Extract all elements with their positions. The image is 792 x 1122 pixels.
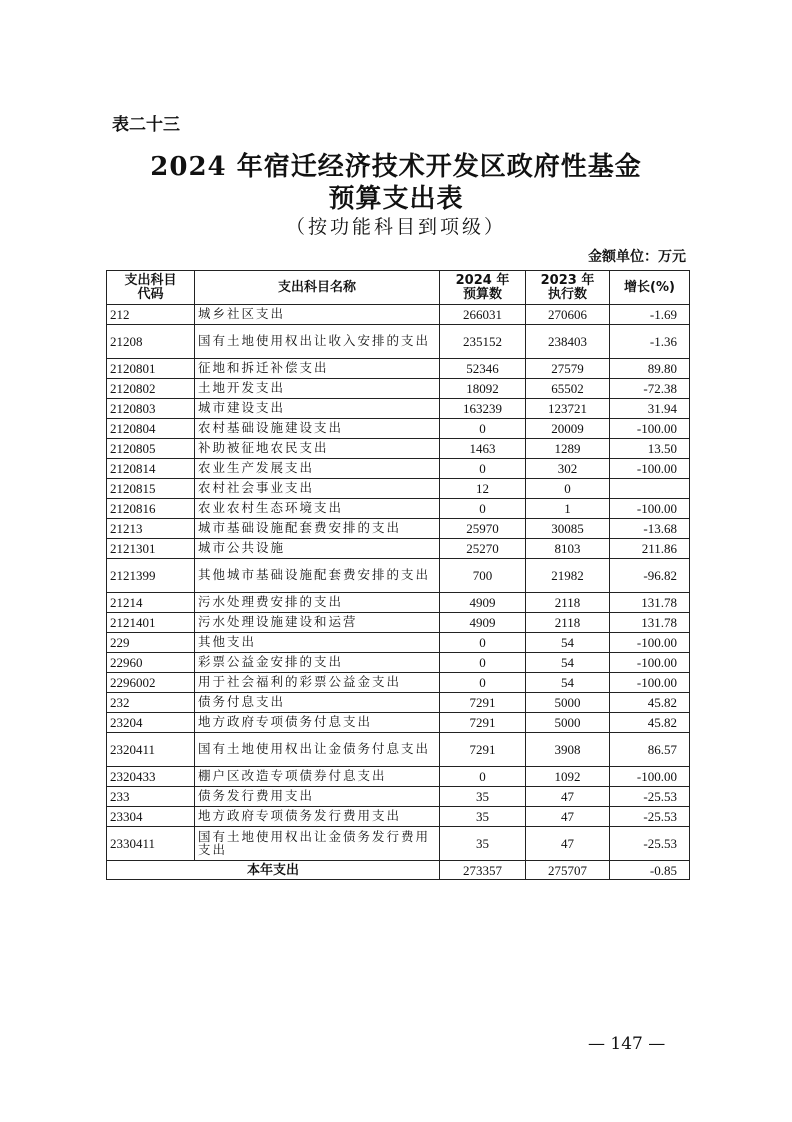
row-growth: -96.82 [610,559,690,593]
row-budget-2024: 266031 [440,305,526,325]
row-name: 国有土地使用权出让金债务付息支出 [195,733,440,767]
row-growth: 86.57 [610,733,690,767]
row-code: 23204 [107,713,195,733]
row-growth: 45.82 [610,713,690,733]
row-budget-2024: 4909 [440,613,526,633]
row-budget-2024: 163239 [440,399,526,419]
row-name: 棚户区改造专项债券付息支出 [195,767,440,787]
table-row [107,593,690,613]
row-actual-2023: 270606 [526,305,610,325]
table-row [107,479,690,499]
unit-label: 金额单位：万元 [588,249,686,265]
table-label: 表二十三 [112,115,180,135]
row-actual-2023: 1289 [526,439,610,459]
row-code: 22960 [107,653,195,673]
row-budget-2024: 0 [440,419,526,439]
row-name: 用于社会福利的彩票公益金支出 [195,673,440,693]
column-header-budget [440,271,526,305]
row-code: 2121401 [107,613,195,633]
row-budget-2024: 25970 [440,519,526,539]
row-budget-2024: 0 [440,633,526,653]
table-row [107,693,690,713]
table-row [107,359,690,379]
page-number: — 147 — [588,1034,666,1054]
table-row [107,787,690,807]
row-name: 农业农村生态环境支出 [195,499,440,519]
row-name: 债务发行费用支出 [195,787,440,807]
table-row [107,613,690,633]
table-row [107,807,690,827]
row-budget-2024: 25270 [440,539,526,559]
row-code: 229 [107,633,195,653]
row-actual-2023: 3908 [526,733,610,767]
row-code: 21214 [107,593,195,613]
row-growth: -100.00 [610,653,690,673]
row-growth: -100.00 [610,633,690,653]
row-code: 212 [107,305,195,325]
column-header-name: 支出科目名称 [195,271,440,305]
row-growth: -13.68 [610,519,690,539]
row-name: 城市建设支出 [195,399,440,419]
row-code: 2320433 [107,767,195,787]
row-code: 2330411 [107,827,195,861]
table-row [107,767,690,787]
row-actual-2023: 20009 [526,419,610,439]
row-budget-2024: 7291 [440,713,526,733]
row-name: 农业生产发展支出 [195,459,440,479]
row-growth: -100.00 [610,419,690,439]
row-growth: 131.78 [610,593,690,613]
row-growth: -1.36 [610,325,690,359]
row-actual-2023: 1 [526,499,610,519]
column-header-budget-line1: 2024 年 [455,272,510,288]
row-actual-2023: 47 [526,807,610,827]
row-budget-2024: 1463 [440,439,526,459]
row-actual-2023: 65502 [526,379,610,399]
row-code: 2120815 [107,479,195,499]
row-name: 其他城市基础设施配套费安排的支出 [195,559,440,593]
row-actual-2023: 47 [526,827,610,861]
row-actual-2023: 8103 [526,539,610,559]
row-actual-2023: 54 [526,633,610,653]
row-growth: 211.86 [610,539,690,559]
column-header-code-line1: 支出科目 [124,272,177,288]
total-row [107,861,690,880]
row-code: 21213 [107,519,195,539]
row-actual-2023: 2118 [526,593,610,613]
row-name: 地方政府专项债务发行费用支出 [195,807,440,827]
row-name: 国有土地使用权出让金债务发行费用支出 [195,827,440,861]
table-row [107,305,690,325]
row-name: 城乡社区支出 [195,305,440,325]
row-budget-2024: 0 [440,767,526,787]
row-name: 其他支出 [195,633,440,653]
table-row [107,419,690,439]
row-code: 2320411 [107,733,195,767]
row-budget-2024: 235152 [440,325,526,359]
table-row [107,653,690,673]
row-growth: -100.00 [610,767,690,787]
row-growth [610,479,690,499]
column-header-code [107,271,195,305]
row-actual-2023: 302 [526,459,610,479]
row-name: 农村社会事业支出 [195,479,440,499]
column-header-actual-line2: 执行数 [547,286,587,302]
row-code: 2120805 [107,439,195,459]
row-code: 2121399 [107,559,195,593]
row-name: 国有土地使用权出让收入安排的支出 [195,325,440,359]
row-budget-2024: 0 [440,459,526,479]
table-row [107,559,690,593]
column-header-actual [526,271,610,305]
row-budget-2024: 18092 [440,379,526,399]
row-actual-2023: 5000 [526,713,610,733]
row-code: 2120814 [107,459,195,479]
row-code: 2120816 [107,499,195,519]
page-title-line2: 预算支出表 [328,184,464,214]
row-code: 2120803 [107,399,195,419]
row-actual-2023: 27579 [526,359,610,379]
table-row [107,733,690,767]
row-actual-2023: 238403 [526,325,610,359]
row-budget-2024: 0 [440,673,526,693]
table-row [107,673,690,693]
table-row [107,499,690,519]
row-actual-2023: 0 [526,479,610,499]
row-growth: -25.53 [610,807,690,827]
table-row [107,713,690,733]
row-code: 23304 [107,807,195,827]
row-name: 债务付息支出 [195,693,440,713]
row-growth: -25.53 [610,827,690,861]
table-row [107,379,690,399]
table-row [107,539,690,559]
row-name: 农村基础设施建设支出 [195,419,440,439]
row-growth: -100.00 [610,499,690,519]
row-actual-2023: 30085 [526,519,610,539]
row-growth: 89.80 [610,359,690,379]
row-name: 污水处理费安排的支出 [195,593,440,613]
row-code: 2121301 [107,539,195,559]
row-growth: -100.00 [610,673,690,693]
row-actual-2023: 54 [526,673,610,693]
row-actual-2023: 47 [526,787,610,807]
total-budget-2024: 273357 [440,861,526,880]
row-budget-2024: 4909 [440,593,526,613]
row-growth: -72.38 [610,379,690,399]
row-growth: 13.50 [610,439,690,459]
table-row [107,439,690,459]
column-header-growth: 增长(%) [610,271,690,305]
column-header-actual-line1: 2023 年 [540,272,595,288]
row-budget-2024: 0 [440,499,526,519]
table-row [107,519,690,539]
page-title: 2024 年宿迁经济技术开发区政府性基金 [150,152,642,182]
row-actual-2023: 54 [526,653,610,673]
total-label: 本年支出 [107,861,440,880]
row-growth: -1.69 [610,305,690,325]
table-row [107,827,690,861]
row-actual-2023: 21982 [526,559,610,593]
budget-table [106,270,690,880]
page-subtitle: （按功能科目到项级） [285,216,506,238]
row-actual-2023: 5000 [526,693,610,713]
row-name: 地方政府专项债务付息支出 [195,713,440,733]
row-actual-2023: 1092 [526,767,610,787]
row-code: 2120802 [107,379,195,399]
row-name: 征地和拆迁补偿支出 [195,359,440,379]
row-growth: -25.53 [610,787,690,807]
row-budget-2024: 7291 [440,733,526,767]
row-code: 2296002 [107,673,195,693]
row-code: 2120804 [107,419,195,439]
row-budget-2024: 700 [440,559,526,593]
table-row [107,325,690,359]
row-actual-2023: 123721 [526,399,610,419]
row-growth: -100.00 [610,459,690,479]
row-code: 21208 [107,325,195,359]
row-budget-2024: 7291 [440,693,526,713]
row-budget-2024: 35 [440,807,526,827]
row-growth: 31.94 [610,399,690,419]
row-budget-2024: 35 [440,827,526,861]
row-name: 彩票公益金安排的支出 [195,653,440,673]
row-name: 补助被征地农民支出 [195,439,440,459]
column-header-code-line2: 代码 [137,286,164,302]
row-code: 2120801 [107,359,195,379]
row-code: 233 [107,787,195,807]
column-header-budget-line2: 预算数 [462,286,502,302]
row-budget-2024: 35 [440,787,526,807]
row-name: 土地开发支出 [195,379,440,399]
row-budget-2024: 12 [440,479,526,499]
row-growth: 45.82 [610,693,690,713]
total-actual-2023: 275707 [526,861,610,880]
row-budget-2024: 0 [440,653,526,673]
table-row [107,459,690,479]
table-row [107,399,690,419]
row-name: 城市公共设施 [195,539,440,559]
row-code: 232 [107,693,195,713]
table-row [107,633,690,653]
row-actual-2023: 2118 [526,613,610,633]
row-growth: 131.78 [610,613,690,633]
row-name: 污水处理设施建设和运营 [195,613,440,633]
table-header-row [107,271,690,305]
row-name: 城市基础设施配套费安排的支出 [195,519,440,539]
row-budget-2024: 52346 [440,359,526,379]
total-growth: -0.85 [610,861,690,880]
